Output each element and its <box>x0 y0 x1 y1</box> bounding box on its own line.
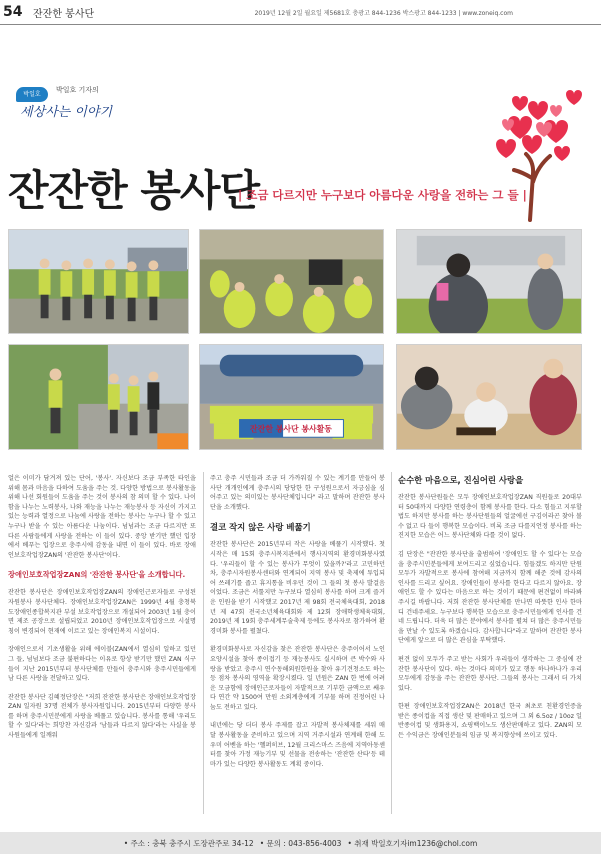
page-number: 54 <box>3 4 23 20</box>
article-column-1 <box>8 474 196 750</box>
article-column-3 <box>398 474 582 750</box>
article-column-2 <box>210 474 385 778</box>
banner-text: 잔잔한 봉사단 봉사활동 <box>250 424 332 434</box>
paragraph: 잔잔한 봉사단원들은 모두 장애인보호작업장ZAN 직원들로 20대부터 50대까지 다양한 연령층이 함께 봉사를 한다. 다소 힘들고 지루할 법도 하지만 봉사를 하는 봉사단원들의 얼굴에선 구김이라곤 찾아 볼 수 없고 다 들이 행복한 모습이다. 비록 조금 다를지언정 봉사를 하는 진지한 모습은 어느 봉사단체와 다를 것이 없다. <box>398 494 582 540</box>
paragraph: 잔잔한 봉사단은 장애인보호작업장ZAN의 장애인근로자들로 구성된 자원봉사 봉사단체다. 장애인보호작업장ZAN은 1999년 4월 충청북도장애인종합복지관 부설 보호작업장으로 개설되어 2003년 1월 충이면 제조 공장으로 설립되었고 2010년 장애인보호작업장으로 시설명칭이 변경되어 현재에 이르고 있는 장애인복지 시설이다. <box>8 589 196 635</box>
logo-badge: 박일호 <box>16 87 48 102</box>
section-heading: 순수한 마음으로, 진심어린 사랑을 <box>398 475 524 485</box>
paragraph: 내년에는 당 더더 봉사 주제를 잡고 자발적 봉사체제를 세워 매 달 봉사활동을 준비하고 있으며 지역 거주시설과 연계해 한해 도우미 어벤을 하는 '헬퍼히브, 12월 크리스마스 즈음에 지역아동센터를 찾아 가정 재능기부 및 선물을 전송하는 '잔잔한 산타'등 테마가 있는 다양한 봉사활동도 계획 중이다. <box>210 722 385 768</box>
footer-address: • 주소 : 충북 충주시 도장관주로 34-12 <box>123 838 254 848</box>
paragraph: 얼은 이미가 담겨져 있는 단어, '봉사'. 자신보다 조금 부족한 타인을 위해 몸과 마음을 다하여 도움을 주는 것. 다양한 방법으로 봉사활동을 위해 나선 회원들이 도움을 주는 것이 봉사의 참 의미 할 수 있다. 나이 함을 나누는 노력봉사, 나와 재능을 나누는 재능봉사 등 자신이 가지고 있는 능력과 열정으로 나눔에 사랑을 전하는 봉사는 누구나 할 수 있고 누구나 받을 수 있는 아름다운 나눔이다. 넘넘과는 조금 다르지만 또 다른 사람들에게 사랑을 전하는 이 들이 있다. 중앙 받기만 했던 입장에서 베푸는 입장으로 충주시에 감동을 내면 이 들이 있다. 바로 장애인보호작업장ZAN의 '잔잔한 봉사단'이다. <box>8 475 196 559</box>
logo-byline: 박일호 기자의 <box>56 86 99 94</box>
section-name: 잔잔한 봉사단 <box>33 8 95 20</box>
paragraph: 편견 없이 모두가 주고 받는 사회가 우리들이 생각하는 그 중심에 잔잔한 봉사단이 있다. 하는 것마다 의미가 있고 행동 하나하나가 우리 모두에게 감동을 주는 잔잔한 봉사단. 그들의 봉사는 그래서 더 가치있다. <box>398 655 582 692</box>
logo-title: 세상사는 이야기 <box>20 105 113 120</box>
footer-credit: • 취재 박일호기자im1236@chol.com <box>347 838 478 848</box>
column-logo <box>16 85 116 121</box>
paragraph: 잔잔한 봉사단 김혜정단장은 "저희 잔잔한 봉사단은 장애인보호작업장ZAN 일자원 37명 전체가 봉사자원입니다. 2015년부터 다양한 봉사를 하며 충주시민분에게 사랑을 베풀고 있습니다. 봉사를 통해 '우리도 할 수 있다'라는 희망찬 자신감과 '남들과 다르지 않다'라는 사실을 봉사원들에게 일깨워 <box>8 693 196 740</box>
photo-sweeping-road <box>8 344 189 450</box>
photo-group-banner <box>199 344 384 450</box>
article-footer <box>0 832 601 854</box>
paragraph: 잔잔한 봉사단은 2015년부터 작은 사랑을 베풀기 시작했다. 첫 시작은 매 15회 충주시복지관에서 행사지역의 환경미화봉사였다. '우리들이 할 수 있는 봉사가 무엇이 있을까?'라고 고민하던 차, 충주시자원봉사센터와 연계되어 지역 봉사 및 축제에 투입되어 쓰레기를 줍고 휴지통을 비우던 것이 그 들의 첫 봉사 발걸음이었다. 조금은 서툴지만 누구보다 열심히 봉사를 하며 크게 즐거운 인원을 받기 시작했고 2017년 제 98회 전국체육대회, 2018년 제 47회 전국소년체육대회와 제 12회 장애학생체육대회, 2019년 제 19회 충주세계무술축제 등에도 봉사자로 참가하여 환경미화 봉사를 펼쳤다. <box>210 541 385 635</box>
photo-volunteers-walking <box>8 229 189 334</box>
paragraph: 환경미화봉사로 자신감을 찾은 잔잔한 봉사단은 충주이어서 노인요양시설을 찾아 종이접기 등 재능봉사도 실시하며 큰 박수와 사랑을 받았고 충주시 연수동해외원한원을 찾아 유기견청소도 하는 등 점차 봉사의 영역을 확장시켰다. 일 년원은 ZAN 한 번에 어려운 모금함에 장애인근로자들이 자발적으로 기부한 금액으로 쌔우다 연간 약 1500여 만원 소외계층에게 기부물 하며 진정어린 나눔도 전하고 있다. <box>210 646 385 711</box>
photo-craft-workshop <box>396 344 582 450</box>
section-heading: 결코 작지 않은 사랑 베풂기 <box>210 522 311 533</box>
article-subtitle: | 조금 다르지만 누구보다 아름다운 사랑을 전하는 그 들 | <box>238 188 527 202</box>
paragraph: 장애인으로서 기초생활을 위해 에이블(ZAN에서 열심히 일하고 있던 그 들, 넘넘보다 조금 불편하다는 이유로 항상 받기만 했던 ZAN 식구들이 지난 2015년부터 봉사단체를 만들어 충주시와 충주시민들에게 남 다른 사랑을 전달하고 있다. <box>8 646 196 683</box>
paragraph: 한편 장애인보호작업장ZAN은 2018년 한국 최초로 친환경인증을 받은 종이컵을 직접 생산 및 판매하고 있으며 그 외 6.5oz / 10oz 일반종이컵 및 생화용지, 쇼핑백이노도 생산판매하고 있다. ZAN의 모든 수익금은 장애인분들의 임금 및 복지향상에 쓰이고 있다. <box>398 703 582 740</box>
section-heading: 장애인보호작업장ZAN의 '잔잔한 봉사단'을 소개합니다. <box>8 570 186 580</box>
header-divider <box>0 24 601 25</box>
photo-volunteers-cleaning <box>199 229 384 334</box>
photo-woman-with-gloves <box>396 229 582 334</box>
paragraph: 주고 충주 시민들과 조금 더 가까워질 수 있는 계기를 만들어 봉사단 개개인에게 충주시의 당당한 한 구성원으로서 자긍심을 심어주고 있는 의미있는 봉사단체입니다" 라고 말하며 잔잔한 봉사단을 소개했다. <box>210 475 385 511</box>
issue-meta: 2019년 12월 2일 월요일 제5681호 충광고 844-1236 박스광고 844-1233 | www.zoneiq.com <box>254 10 513 17</box>
page-header <box>0 0 601 24</box>
article-title: 잔잔한 봉사단 <box>8 166 260 215</box>
column-divider <box>203 472 204 814</box>
paragraph: 김 단장은 "잔잔한 봉사단을 출범하여 '장애인도 할 수 있다'는 모습을 충주시민분들에게 보여드리고 싶었습니다. 힘들겠도 하지만 단원 모두가 자발적으로 봉사에 참여해 지금까지 함께 해준 것에 감사의 인사를 드리고 싶어요. 장애인들이 봉사를 한다고 다르지 않아요. 장애인도 할 수 있다는 마음으로 하는 것이기 때문에 편견없이 바라봐주시길 바랍니다. 저희 잔잔한 봉사단체를 만나면 따뜻한 인사 한마디 건네주세요. 누구보다 행복한 모습으로 충주시민들에게 인사를 건네 드립니다. 더욱 더 많은 분야에서 봉사를 펼쳐 더 많은 충주시민들을 만날 수 있도록 하겠습니다. 감사합니다"라고 말하며 잔잔한 봉사단에게 앞으로 더 많은 관심을 부탁했다. <box>398 550 582 645</box>
footer-phone: • 문의 : 043-856-4003 <box>259 838 342 848</box>
column-divider <box>391 472 392 814</box>
